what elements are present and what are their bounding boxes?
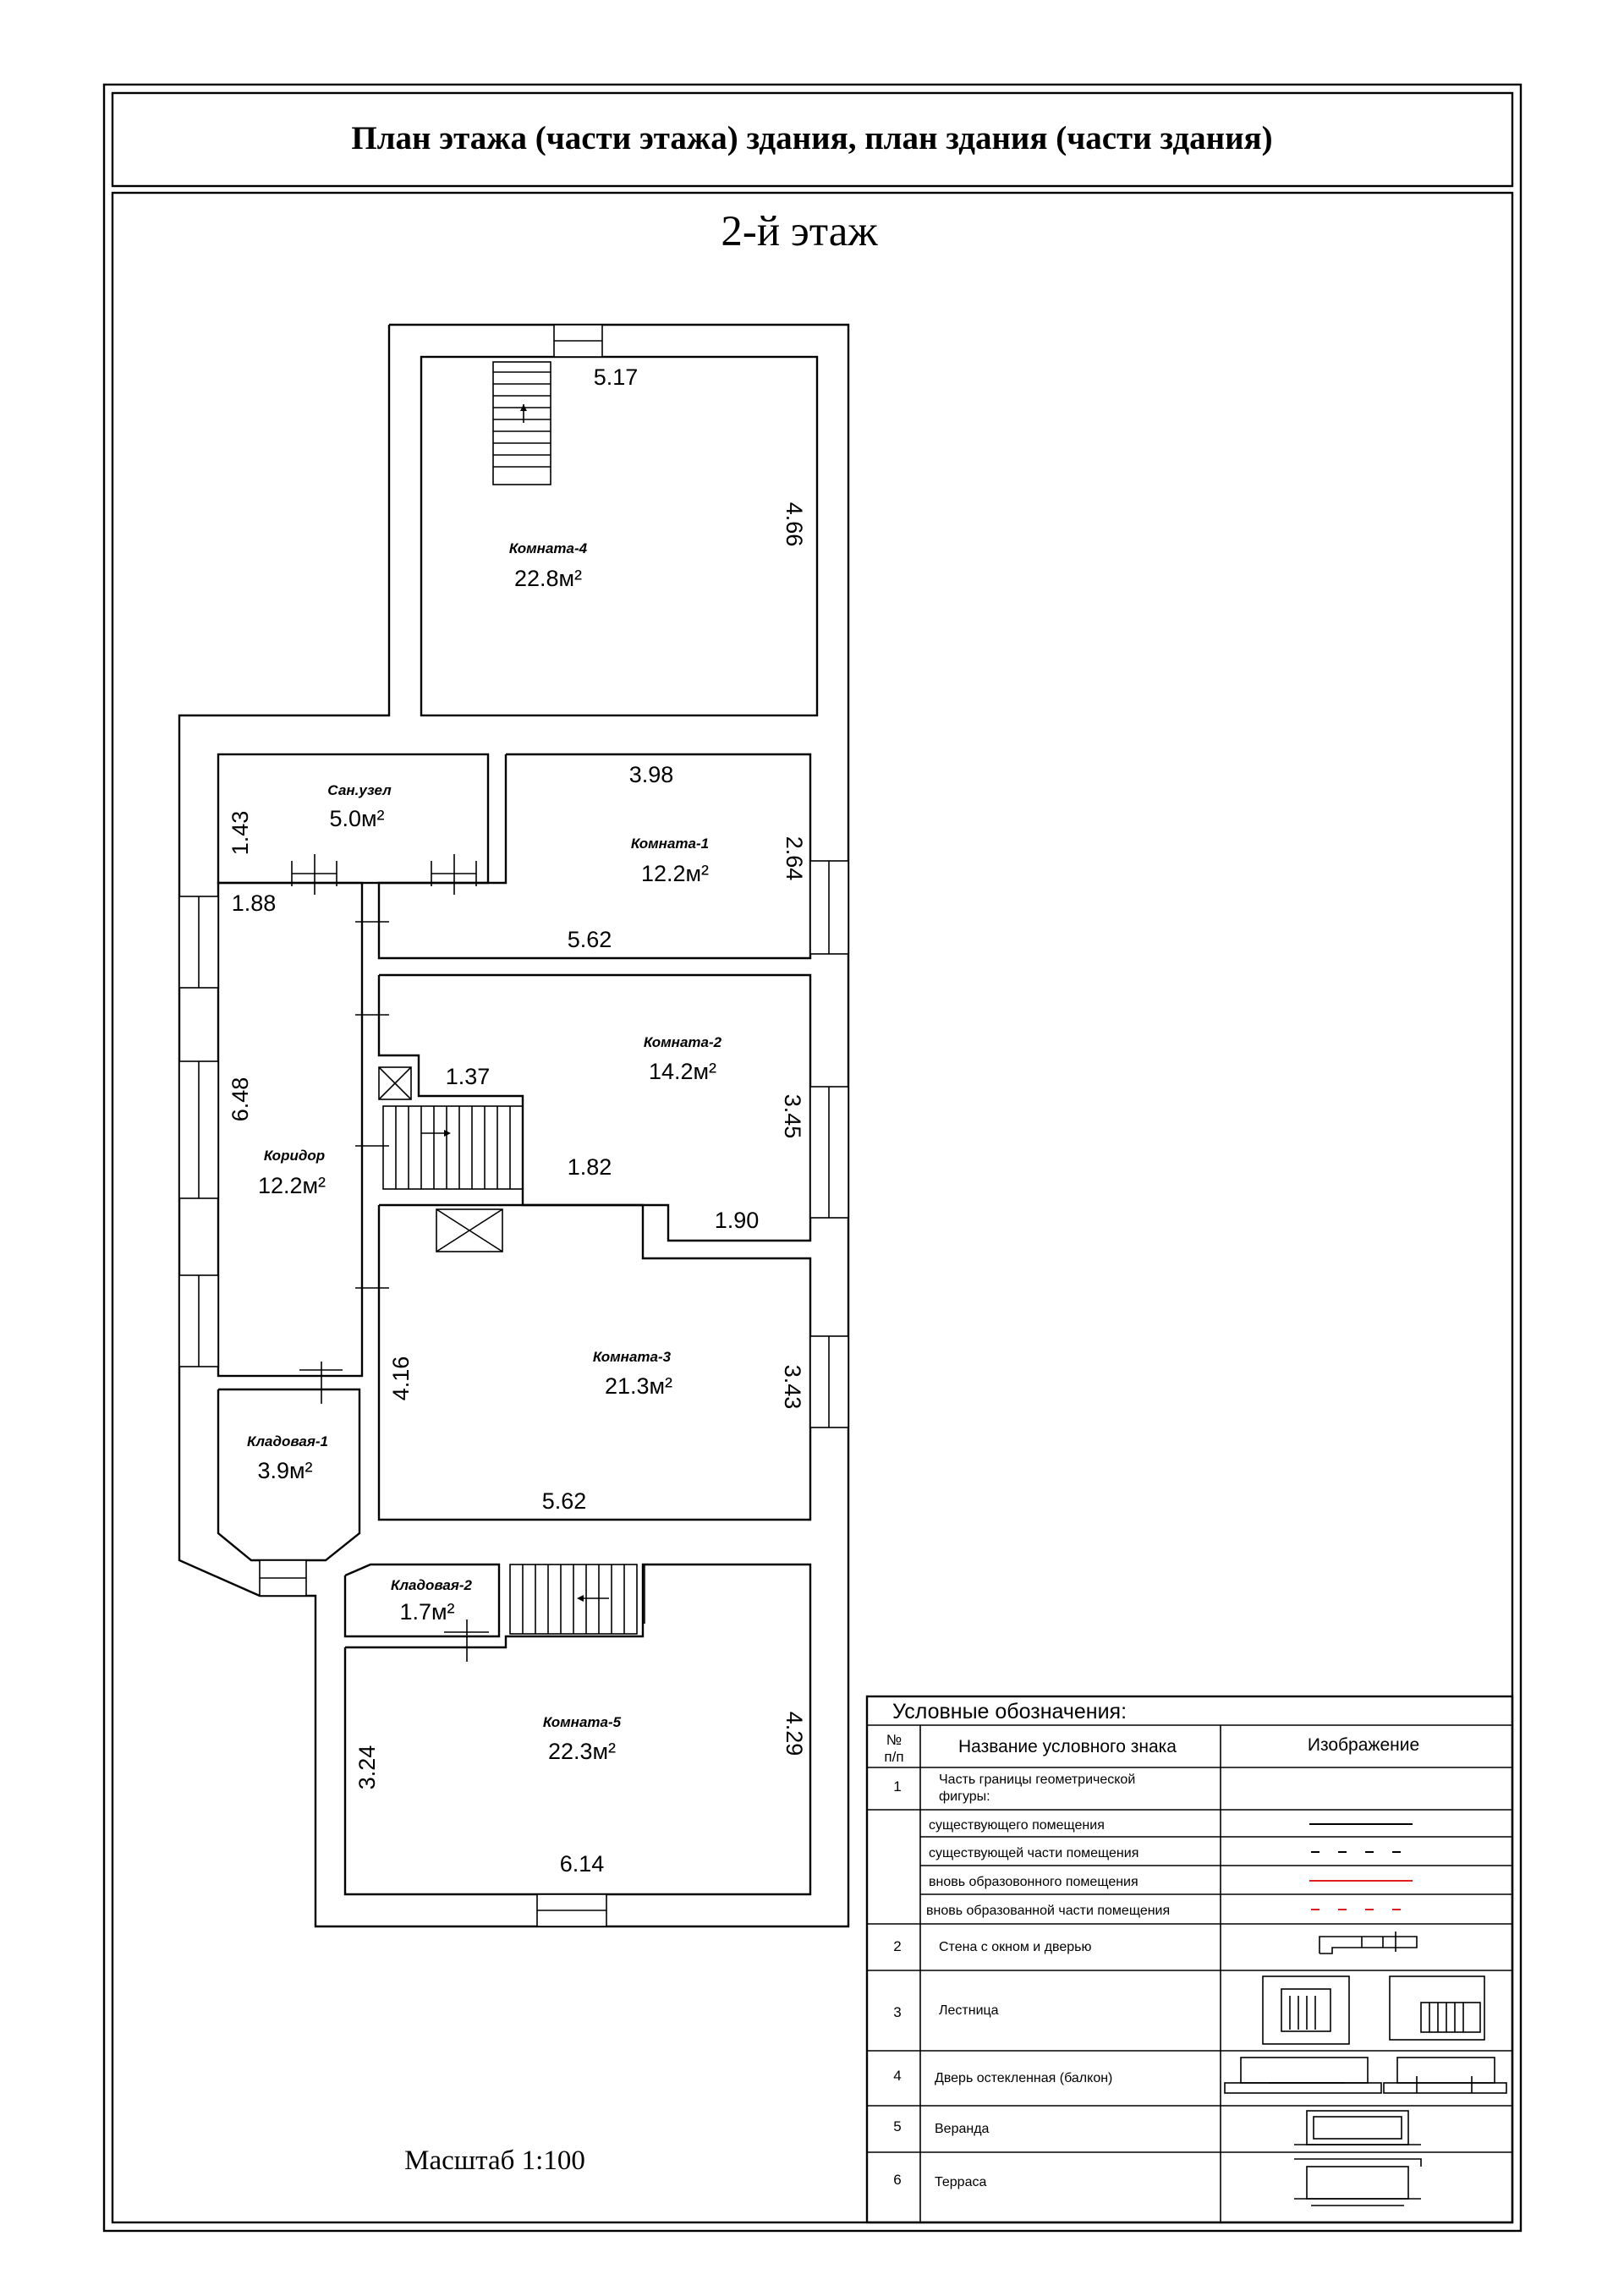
legend-row4-no: 4 [893, 2068, 902, 2084]
sheet-title: План этажа (части этажа) здания, план здания (части здания) [351, 120, 1273, 156]
legend-col-name: Название условного знака [958, 1737, 1177, 1756]
legend-row4-name: Дверь остекленная (балкон) [935, 2071, 1113, 2085]
legend-row2-no: 2 [893, 1938, 902, 1954]
room4-area: 22.8м² [513, 566, 583, 591]
room3-area: 21.3м² [604, 1373, 673, 1399]
veranda-icon [1294, 2111, 1421, 2145]
room5-area: 22.3м² [547, 1739, 617, 1764]
wc-name: Сан.узел [327, 782, 392, 798]
terrace-icon [1294, 2159, 1421, 2206]
room1-area: 12.2м² [640, 861, 710, 886]
corridor-name: Коридор [263, 1148, 326, 1164]
storage1-name: Кладовая-1 [247, 1433, 328, 1449]
dim-r5-right: 4.29 [782, 1711, 807, 1756]
dim-r4-top: 5.17 [593, 364, 639, 390]
legend-row1b-name: существующей части помещения [929, 1846, 1139, 1860]
dim-r1-bottom: 5.62 [567, 927, 612, 952]
room3-name: Комната-3 [592, 1349, 672, 1365]
dim-r3-bottom: 5.62 [541, 1488, 587, 1514]
legend-col-no-2: п/п [884, 1749, 904, 1765]
storage1-area: 3.9м² [257, 1458, 313, 1483]
dim-r2-step: 1.37 [445, 1064, 491, 1089]
dim-r5-bottom: 6.14 [559, 1851, 605, 1877]
room1-name: Комната-1 [630, 836, 710, 852]
glazed-door-icon [1225, 2058, 1506, 2093]
room2-walls [379, 975, 810, 1241]
legend-row1-no: 1 [893, 1778, 902, 1795]
dim-r3-left: 4.16 [388, 1356, 414, 1401]
corridor-walls [218, 883, 362, 1376]
lower-stairs [510, 1564, 645, 1634]
floor-label: 2-й этаж [721, 208, 878, 255]
dim-r2-bottom: 1.90 [714, 1208, 760, 1233]
dim-r2-side: 3.45 [780, 1093, 805, 1139]
building-plan [179, 325, 848, 1926]
room4-stairs [493, 362, 551, 485]
dim-r2-mid: 1.82 [567, 1154, 612, 1180]
dim-r4-side: 4.66 [782, 501, 807, 547]
legend-row1c-name: вновь образовонного помещения [929, 1875, 1138, 1889]
legend-row5-name: Веранда [935, 2122, 990, 2136]
legend-row6-no: 6 [893, 2172, 902, 2188]
legend-col-no-1: № [886, 1732, 903, 1748]
legend-row2-name: Стена с окном и дверью [939, 1940, 1092, 1954]
storage2-area: 1.7м² [399, 1599, 455, 1625]
legend-row3-no: 3 [893, 2004, 902, 2020]
legend-row6-name: Терраса [935, 2175, 987, 2189]
storage2-door [444, 1619, 489, 1662]
dim-r3-right: 3.43 [780, 1364, 805, 1410]
room5-name: Комната-5 [542, 1714, 622, 1730]
wc-doors [292, 854, 476, 895]
wall-window-door-icon [1320, 1932, 1417, 1954]
dim-r1-top: 3.98 [628, 762, 674, 787]
legend-table [867, 1696, 1512, 2222]
legend-row1a-name: существующего помещения [929, 1818, 1105, 1833]
legend-row1d-name: вновь образованной части помещения [926, 1904, 1171, 1918]
corridor-windows [179, 896, 218, 1367]
dim-r1-side: 2.64 [782, 836, 807, 881]
scale-label: Масштаб 1:100 [404, 2145, 585, 2176]
legend-col-image: Изображение [1307, 1735, 1420, 1755]
legend-row3-name: Лестница [939, 2003, 999, 2018]
dim-wc-side: 1.43 [228, 810, 253, 856]
legend-row1-name-1: Часть границы геометрической [939, 1773, 1136, 1787]
dim-cor-top: 1.88 [231, 890, 277, 916]
room2-area: 14.2м² [648, 1059, 717, 1084]
staircase-icon [1263, 1976, 1484, 2044]
middle-stairs [383, 1106, 523, 1189]
legend-title: Условные обозначения: [892, 1700, 1127, 1723]
room4-walls [421, 357, 817, 715]
corridor-area: 12.2м² [257, 1173, 326, 1198]
room4-name: Комната-4 [508, 540, 588, 556]
legend-row1-name-2: фигуры: [939, 1789, 990, 1804]
wc-area: 5.0м² [329, 806, 385, 831]
dim-cor-side: 6.48 [228, 1077, 253, 1122]
legend-row5-no: 5 [893, 2118, 902, 2134]
dim-r5-left: 3.24 [354, 1745, 380, 1790]
storage2-name: Кладовая-2 [391, 1577, 472, 1593]
room2-name: Комната-2 [643, 1034, 722, 1050]
